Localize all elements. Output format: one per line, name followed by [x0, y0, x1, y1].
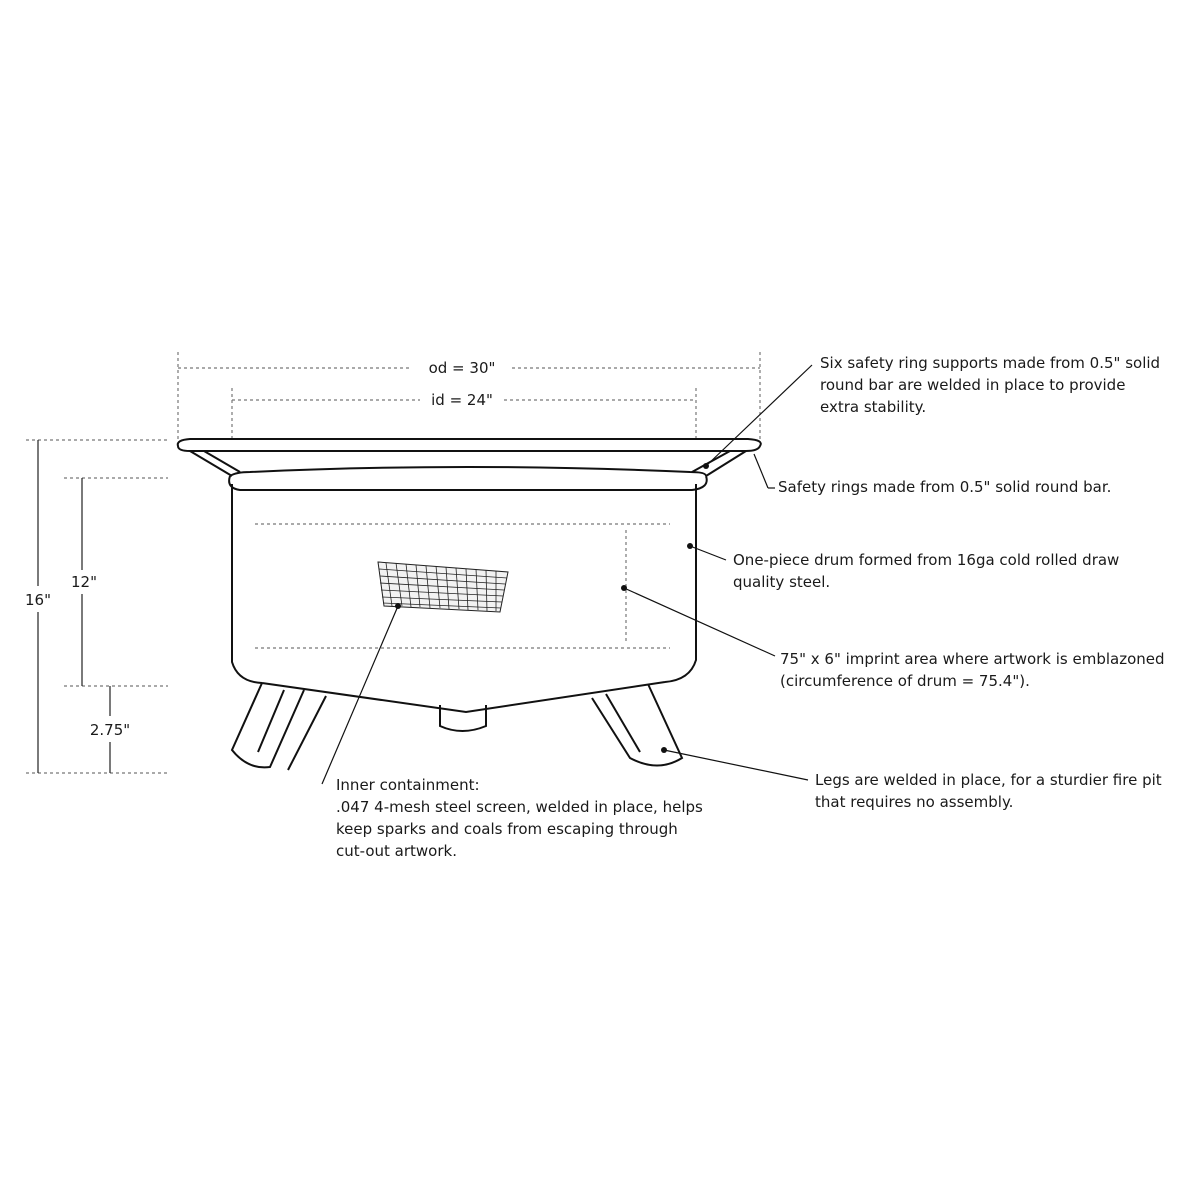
callout-legs-line-2: that requires no assembly.	[815, 793, 1014, 811]
callout-rings	[778, 478, 1111, 496]
callout-drum-line-2: quality steel.	[733, 573, 831, 591]
callout-imprint	[780, 650, 1165, 690]
callout-containment-line-3: keep sparks and coals from escaping through	[336, 820, 678, 838]
height-total-label: 16"	[25, 591, 51, 609]
od-label: od = 30"	[428, 359, 496, 377]
callout-supports-line-2: round bar are welded in place to provide	[820, 376, 1126, 394]
callout-containment-line-2: .047 4-mesh steel screen, welded in place, helps	[336, 798, 703, 816]
callout-supports	[820, 354, 1160, 416]
height-legs-label: 2.75"	[89, 721, 131, 739]
callout-supports-line-3: extra stability.	[820, 398, 927, 416]
id-label: id = 24"	[431, 391, 493, 409]
height-dimensions	[25, 440, 168, 773]
callout-supports-line-1: Six safety ring supports made from 0.5" solid	[820, 354, 1161, 372]
callout-imprint-line-1: 75" x 6" imprint area where artwork is emblazoned	[780, 650, 1165, 668]
callout-drum	[733, 551, 1119, 591]
id-dimension	[232, 388, 696, 440]
callout-rings-line-1: Safety rings made from 0.5" solid round bar.	[778, 478, 1112, 496]
callout-legs	[815, 771, 1162, 811]
callout-drum-line-1: One-piece drum formed from 16ga cold rolled draw	[733, 551, 1120, 569]
callout-imprint-line-2: (circumference of drum = 75.4").	[780, 672, 1030, 690]
callout-containment-line-4: cut-out artwork.	[336, 842, 457, 860]
height-drum-label: 12"	[71, 573, 97, 591]
callout-legs-line-1: Legs are welded in place, for a sturdier fire pit	[815, 771, 1162, 789]
callout-containment	[336, 776, 703, 860]
callout-containment-line-1: Inner containment:	[336, 776, 480, 794]
